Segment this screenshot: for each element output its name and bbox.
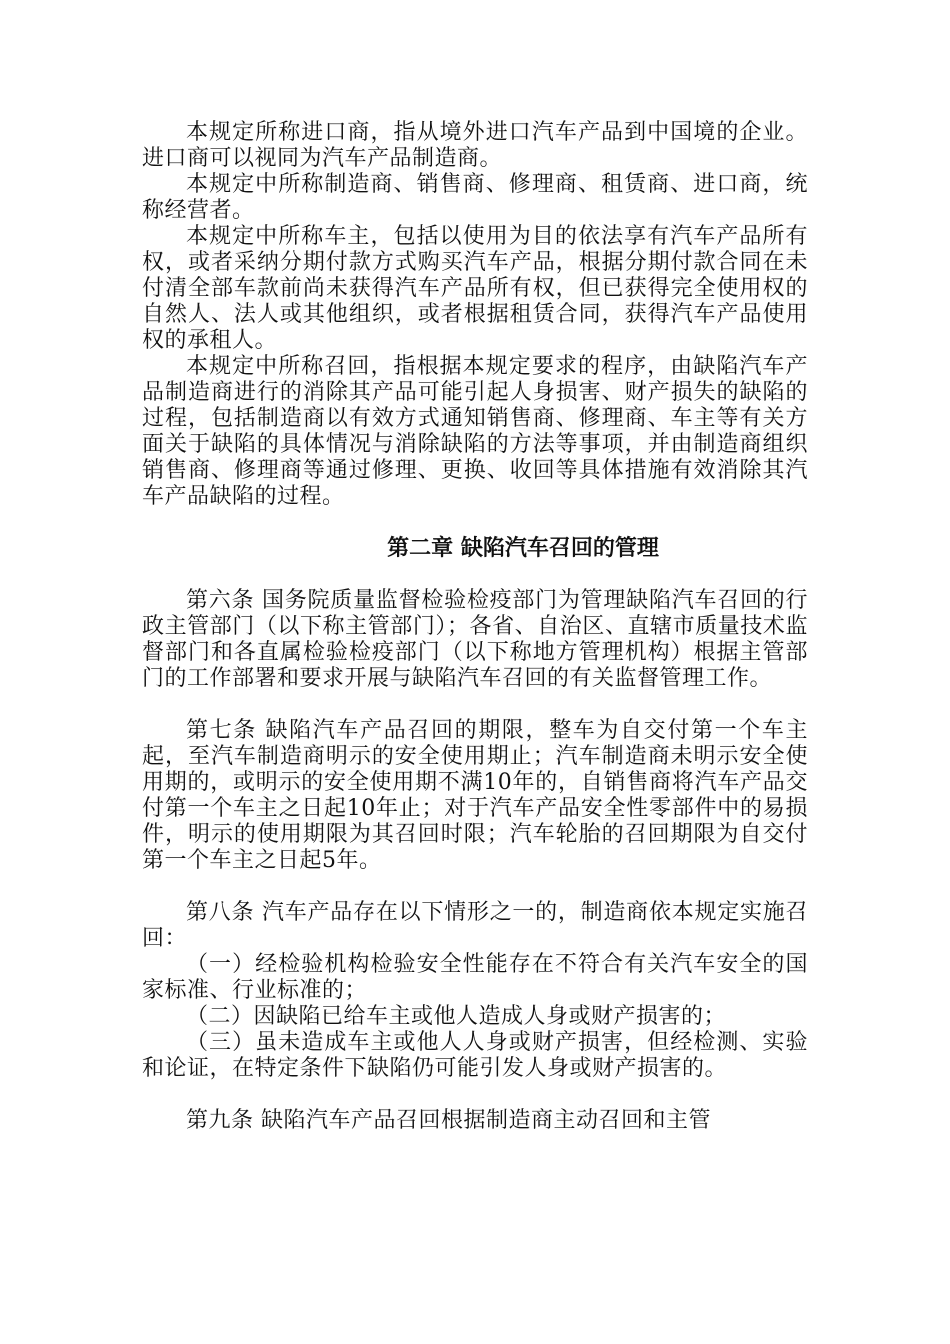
article-7: 第七条 缺陷汽车产品召回的期限，整车为自交付第一个车主起，至汽车制造商明示的安全使用期止；汽车制造商未明示安全使用期的，或明示的安全使用期不满10年的，自销售商将汽车产品交付第一个车主之日起10年止；对于汽车产品安全性零部件中的易损件，明示的使用期限为其召回时限；汽车轮胎的召回期限为自交付第一个车主之日起5年。	[142, 718, 808, 873]
article-8-item-2: （二）因缺陷已给车主或他人造成人身或财产损害的；	[186, 1004, 727, 1029]
spacer	[142, 692, 808, 718]
spacer	[142, 874, 808, 900]
spacer	[142, 1082, 808, 1108]
article-9-partial: 第九条 缺陷汽车产品召回根据制造商主动召回和主管	[186, 1108, 711, 1133]
spacer	[142, 510, 808, 536]
spacer	[142, 562, 808, 588]
paragraph-operator-definition: 本规定中所称制造商、销售商、修理商、租赁商、进口商，统称经营者。	[142, 172, 808, 223]
article-6: 第六条 国务院质量监督检验检疫部门为管理缺陷汽车召回的行政主管部门（以下称主管部门）；各省、自治区、直辖市质量技术监督部门和各直属检验检疫部门（以下称地方管理机构）根据主管部门的工作部署和要求开展与缺陷汽车召回的有关监督管理工作。	[142, 588, 808, 691]
article-8-item-1: （一）经检验机构检验安全性能存在不符合有关汽车安全的国家标准、行业标准的；	[142, 952, 808, 1003]
paragraph-importer-definition: 本规定所称进口商，指从境外进口汽车产品到中国境的企业。进口商可以视同为汽车产品制造商。	[142, 120, 808, 171]
article-8-item-3: （三）虽未造成车主或他人人身或财产损害，但经检测、实验和论证，在特定条件下缺陷仍可能引发人身或财产损害的。	[142, 1030, 808, 1081]
chapter-title: 第二章 缺陷汽车召回的管理	[387, 536, 659, 561]
paragraph-recall-definition: 本规定中所称召回，指根据本规定要求的程序，由缺陷汽车产品制造商进行的消除其产品可能引起人身损害、财产损失的缺陷的过程，包括制造商以有效方式通知销售商、修理商、车主等有关方面关于缺陷的具体情况与消除缺陷的方法等事项，并由制造商组织销售商、修理商等通过修理、更换、收回等具体措施有效消除其汽车产品缺陷的过程。	[142, 354, 808, 509]
document-page	[142, 120, 808, 1134]
article-8-lead: 第八条 汽车产品存在以下情形之一的，制造商依本规定实施召回：	[142, 900, 808, 951]
paragraph-owner-definition: 本规定中所称车主，包括以使用为目的依法享有汽车产品所有权，或者采纳分期付款方式购买汽车产品，根据分期付款合同在未付清全部车款前尚未获得汽车产品所有权，但已获得完全使用权的自然人、法人或其他组织，或者根据租赁合同，获得汽车产品使用权的承租人。	[142, 224, 808, 353]
